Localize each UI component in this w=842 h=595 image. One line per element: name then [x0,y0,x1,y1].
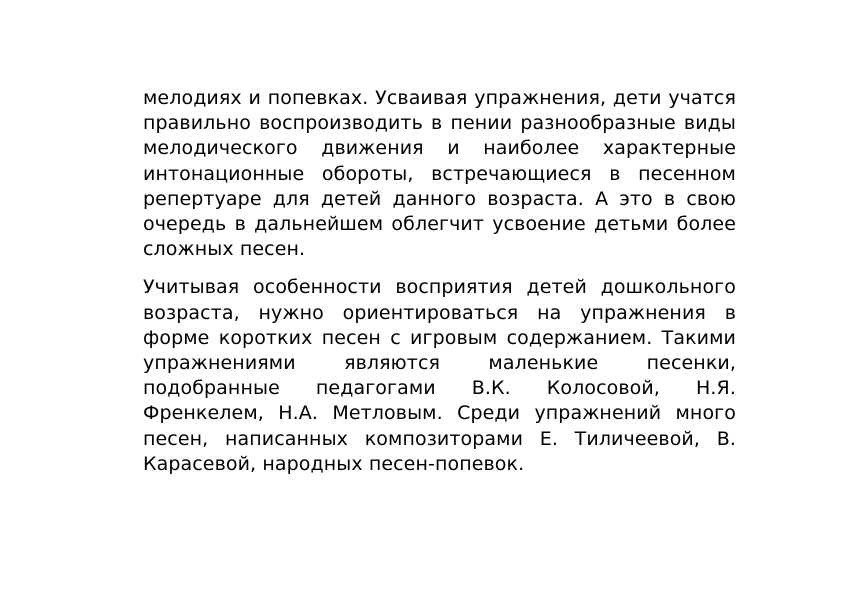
paragraph-1: мелодиях и попевках. Усваивая упражнения, дети учатся правильно воспроизводить в пении разнообразные виды мелодического движения и наиболее характерные интонационные обороты, встречающиеся в песенном репертуаре для детей данного возраста. А это в свою очередь в дальнейшем облегчит усвоение детьми более сложных песен. [143,87,736,261]
body-text [143,86,736,477]
paragraph-2: Учитывая особенности восприятия детей дошкольного возраста, нужно ориентироваться на упражнения в форме коротких песен с игровым содержанием. Такими упражнениями являются маленькие песенки, подобранные педагогами В.К. Колосовой, Н.Я. Френкелем, Н.А. Метловым. Среди упражнений много песен, написанных композиторами Е. Тиличеевой, В. Карасевой, народных песен-попевок. [143,276,736,475]
